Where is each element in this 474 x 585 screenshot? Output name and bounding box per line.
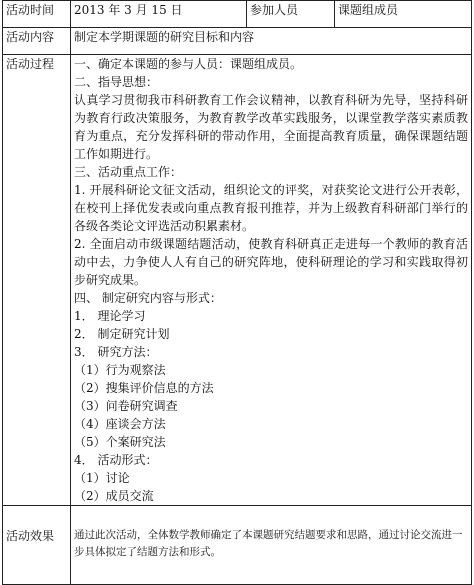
time-label: 活动时间	[6, 3, 55, 17]
process-line: 4． 活动形式：	[74, 453, 158, 467]
time-label-cell	[3, 1, 71, 28]
process-line: （4）座谈会方法	[74, 417, 166, 431]
content-value-cell	[71, 28, 472, 55]
process-line: 1． 理论学习	[74, 309, 146, 323]
effect-row	[3, 506, 472, 585]
content-value: 制定本学期课题的研究目标和内容	[74, 30, 255, 44]
process-line: （1）讨论	[74, 471, 130, 485]
effect-label: 活动效果	[6, 529, 55, 543]
effect-label-cell	[3, 506, 71, 585]
process-row	[3, 55, 472, 506]
process-line: 二、指导思想：	[74, 75, 159, 89]
process-line: 三、活动重点工作：	[74, 165, 183, 179]
process-line: （3）问卷研究调查	[74, 399, 178, 413]
process-label-cell	[3, 55, 71, 506]
content-label: 活动内容	[6, 30, 55, 44]
process-paragraph: 2. 全面启动市级课题结题活动，使教育科研真正走进每一个教师的教育活动中去，力争使人人有自己的研究阵地，使科研理论的学习和实践取得初步研究成果。	[74, 237, 468, 287]
participants-label: 参加人员	[250, 3, 299, 17]
content-row	[3, 28, 472, 55]
time-value: 2013 年 3 月 15 日	[74, 3, 183, 17]
process-line: 四、 制定研究内容与形式：	[74, 291, 222, 305]
participants-label-cell	[247, 1, 335, 28]
process-line: （2）搜集评价信息的方法	[74, 381, 214, 395]
content-label-cell	[3, 28, 71, 55]
process-line: 一、确定本课题的参与人员：课题组成员。	[74, 57, 303, 71]
time-value-cell	[71, 1, 247, 28]
process-line: （2）成员交流	[74, 489, 154, 503]
effect-body-cell	[71, 506, 472, 585]
process-line: 2． 制定研究计划	[74, 327, 170, 341]
process-paragraph: 1. 开展科研论文征文活动，组织论文的评奖，对获奖论文进行公开表彰，在校刊上择优发表或向重点教育报刊推荐，并为上级教育科研部门举行的各级各类论文评选活动积累素材。	[74, 183, 468, 233]
process-line: （5）个案研究法	[74, 435, 166, 449]
process-line: 3． 研究方法：	[74, 345, 158, 359]
activity-record-table	[2, 0, 472, 585]
process-label: 活动过程	[6, 57, 55, 71]
process-body-cell	[71, 55, 472, 506]
participants-value: 课题组成员	[338, 3, 399, 17]
process-paragraph: 认真学习贯彻我市科研教育工作会议精神，以教育科研为先导，坚持科研为教育行政决策服务，为教育教学改革实践服务，以课堂教学落实素质教育为重点，充分发挥科研的带动作用，全面提高教育质量，确保课题结题工作如期进行。	[74, 93, 468, 161]
participants-value-cell	[335, 1, 472, 28]
effect-text: 通过此次活动，全体数学教师确定了本课题研究结题要求和思路，通过讨论交流进一步具体拟定了结题方法和形式。	[74, 529, 463, 558]
header-row	[3, 1, 472, 28]
process-line: （1）行为观察法	[74, 363, 166, 377]
